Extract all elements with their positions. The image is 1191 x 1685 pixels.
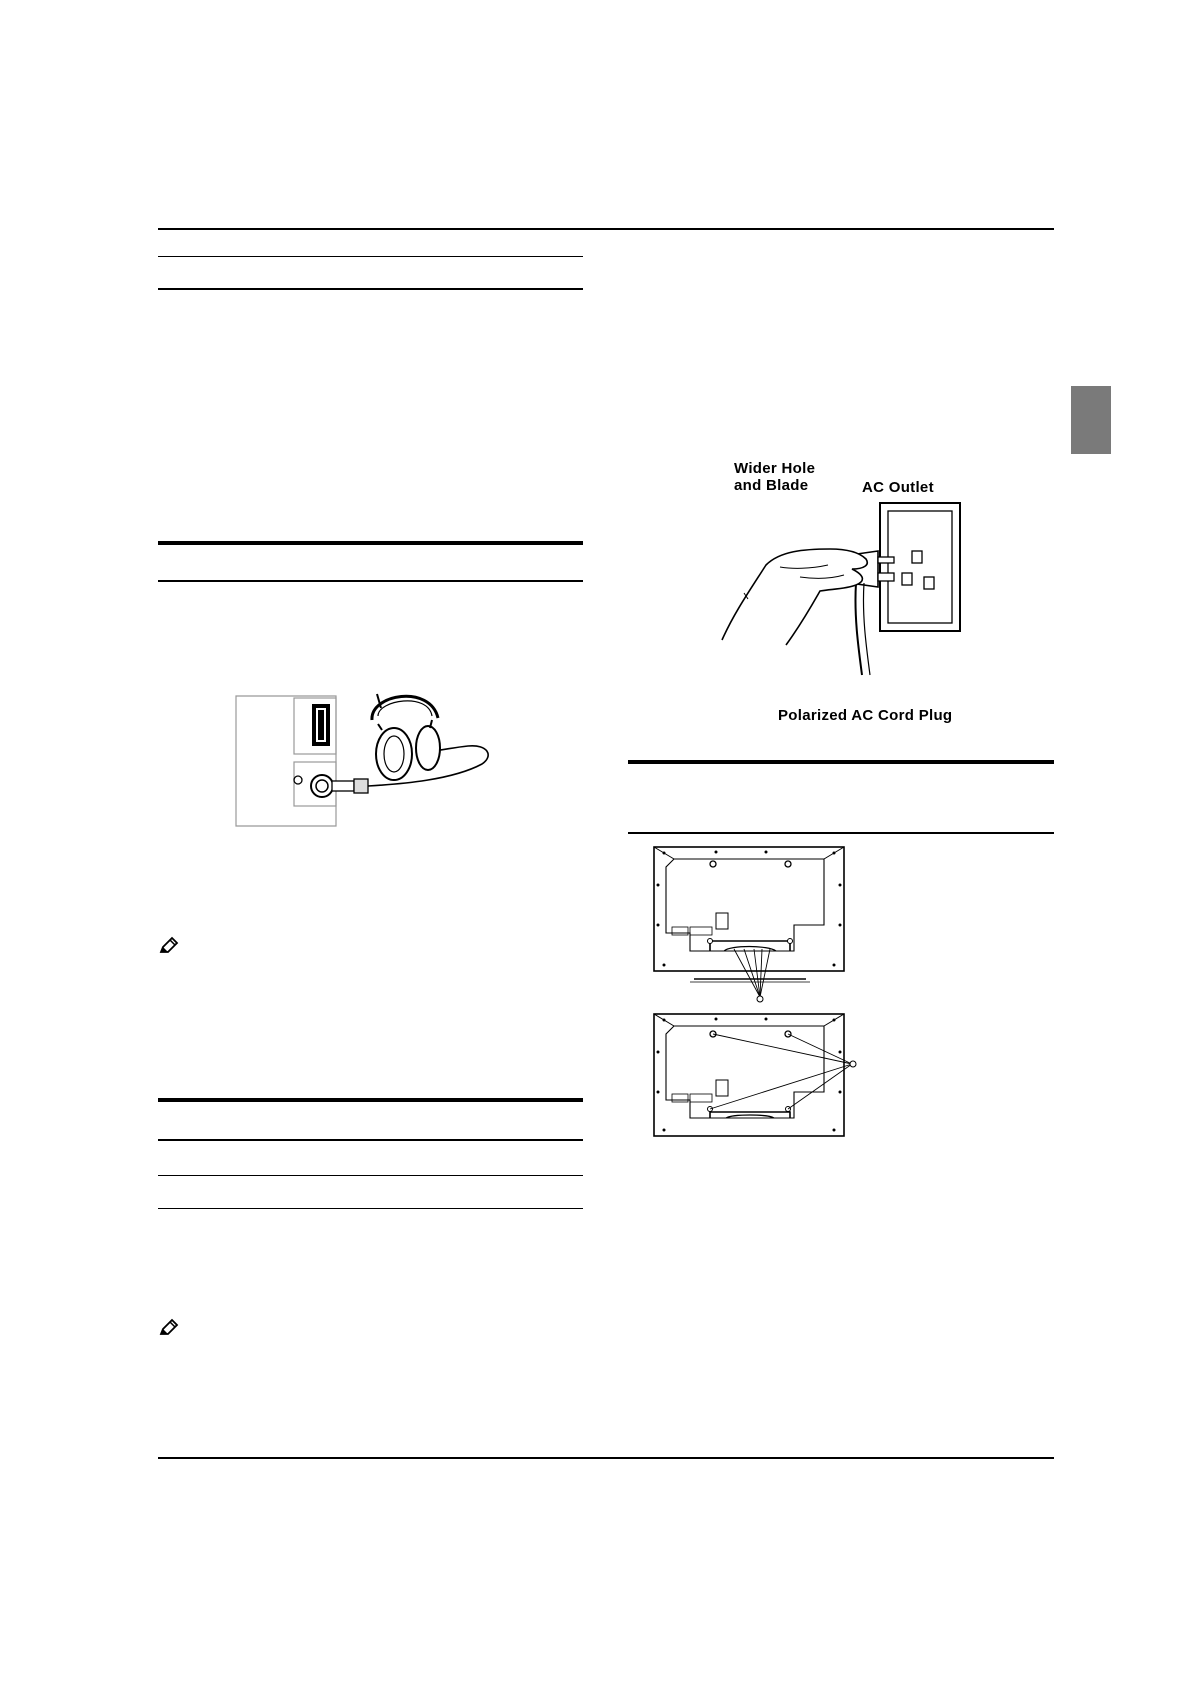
page-top-rule xyxy=(158,228,1054,230)
left-section-rule-top xyxy=(158,541,583,545)
label-wider-hole: Wider Hole and Blade xyxy=(734,460,816,494)
page-bottom-rule xyxy=(158,1457,1054,1459)
label-ac-outlet: AC Outlet xyxy=(862,479,934,496)
pencil-icon xyxy=(158,1317,180,1339)
left-rule-2 xyxy=(158,288,583,290)
pencil-icon xyxy=(158,935,180,957)
side-chapter-tab xyxy=(1071,386,1111,454)
tv-back-stand-figure xyxy=(650,845,850,1007)
right-section-rule-bottom xyxy=(628,832,1054,834)
left-rule-1 xyxy=(158,256,583,257)
right-section-rule-top xyxy=(628,760,1054,764)
tv-back-wall-mount-figure xyxy=(650,1012,860,1140)
ac-plug-figure xyxy=(720,495,965,680)
label-polarized-cord-plug: Polarized AC Cord Plug xyxy=(778,707,953,724)
left-section2-rule-4 xyxy=(158,1208,583,1209)
left-section2-rule-top xyxy=(158,1098,583,1102)
left-section-rule-bottom xyxy=(158,580,583,582)
left-section2-rule-2 xyxy=(158,1139,583,1141)
left-section2-rule-3 xyxy=(158,1175,583,1176)
headphones-connection-figure xyxy=(232,684,502,830)
